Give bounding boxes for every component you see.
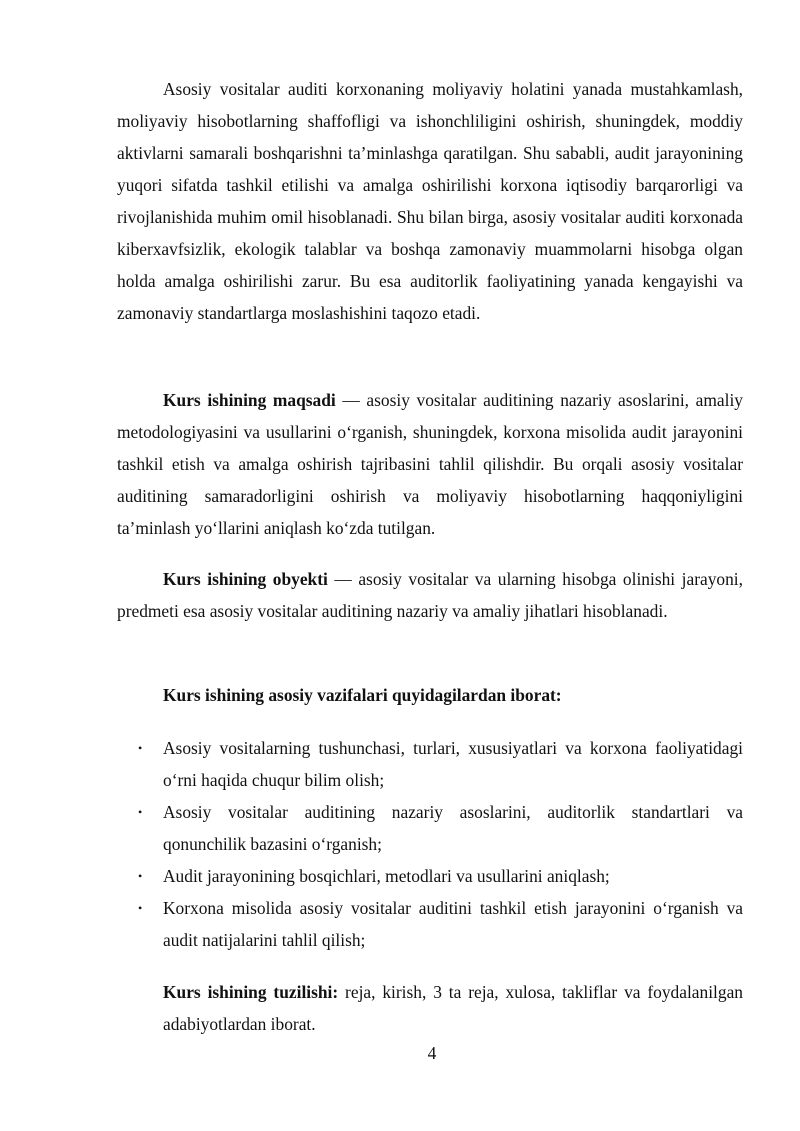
task-text: Asosiy vositalar auditining nazariy asoslarini, auditorlik standartlari va qonunchilik bazasini o‘rganish; xyxy=(163,802,743,854)
tasks-heading: Kurs ishining asosiy vazifalari quyidagilardan iborat: xyxy=(163,685,562,705)
task-text: Audit jarayonining bosqichlari, metodlari va usullarini aniqlash; xyxy=(163,866,610,886)
object-paragraph xyxy=(117,563,743,627)
list-item xyxy=(138,732,743,796)
list-item xyxy=(138,796,743,860)
task-text: Korxona misolida asosiy vositalar auditini tashkil etish jarayonini o‘rganish va audit natijalarini tahlil qilish; xyxy=(163,898,743,950)
object-text: — asosiy vositalar va ularning hisobga olinishi jarayoni, predmeti esa asosiy vositalar auditining nazariy va amaliy jihatlari hisoblanadi. xyxy=(117,569,743,621)
purpose-label: Kurs ishining maqsadi xyxy=(163,390,336,410)
object-label: Kurs ishining obyekti xyxy=(163,569,328,589)
structure-label: Kurs ishining tuzilishi: xyxy=(163,982,339,1002)
list-item xyxy=(138,892,743,956)
page-number: 4 xyxy=(427,1043,437,1063)
bullet-icon: • xyxy=(138,869,143,883)
bullet-icon: • xyxy=(138,805,143,819)
bullet-icon: • xyxy=(138,741,143,755)
structure-text: reja, kirish, 3 ta reja, xulosa, takliflar va foydalanilgan adabiyotlardan iborat. xyxy=(163,982,743,1034)
structure-paragraph xyxy=(163,976,743,1040)
list-item xyxy=(138,860,743,892)
intro-paragraph: Asosiy vositalar auditi korxonaning moliyaviy holatini yanada mustahkamlash, moliyaviy hisobotlarning shaffofligi va ishonchliligini oshirish, shuningdek, moddiy aktivlarni samarali boshqarishni ta’minlashga qaratilgan. Shu sababli, audit jarayonining yuqori sifatda tashkil etilishi va amalga oshirilishi korxona iqtisodiy barqarorligi va rivojlanishida muhim omil hisoblanadi. Shu bilan birga, asosiy vositalar auditi korxonada kiberxavfsizlik, ekologik talablar va boshqa zamonaviy muammolarni hisobga olgan holda amalga oshirilishi zarur. Bu esa auditorlik faoliyatining yanada kengayishi va zamonaviy standartlarga moslashishini taqozo etadi. xyxy=(117,79,743,323)
bullet-icon: • xyxy=(138,901,143,915)
task-text: Asosiy vositalarning tushunchasi, turlari, xususiyatlari va korxona faoliyatidagi o‘rni haqida chuqur bilim olish; xyxy=(163,738,743,790)
purpose-paragraph xyxy=(117,384,743,544)
tasks-list xyxy=(138,732,743,956)
purpose-text: — asosiy vositalar auditining nazariy asoslarini, amaliy metodologiyasini va usullarini o‘rganish, shuningdek, korxona misolida audit jarayonini tashkil etish va amalga oshirish tajribasini tahlil qilishdir. Bu orqali asosiy vositalar auditining samaradorligini oshirish va moliyaviy hisobotlarning haqqoniyligini ta’minlash yo‘llarini aniqlash ko‘zda tutilgan. xyxy=(117,390,743,538)
